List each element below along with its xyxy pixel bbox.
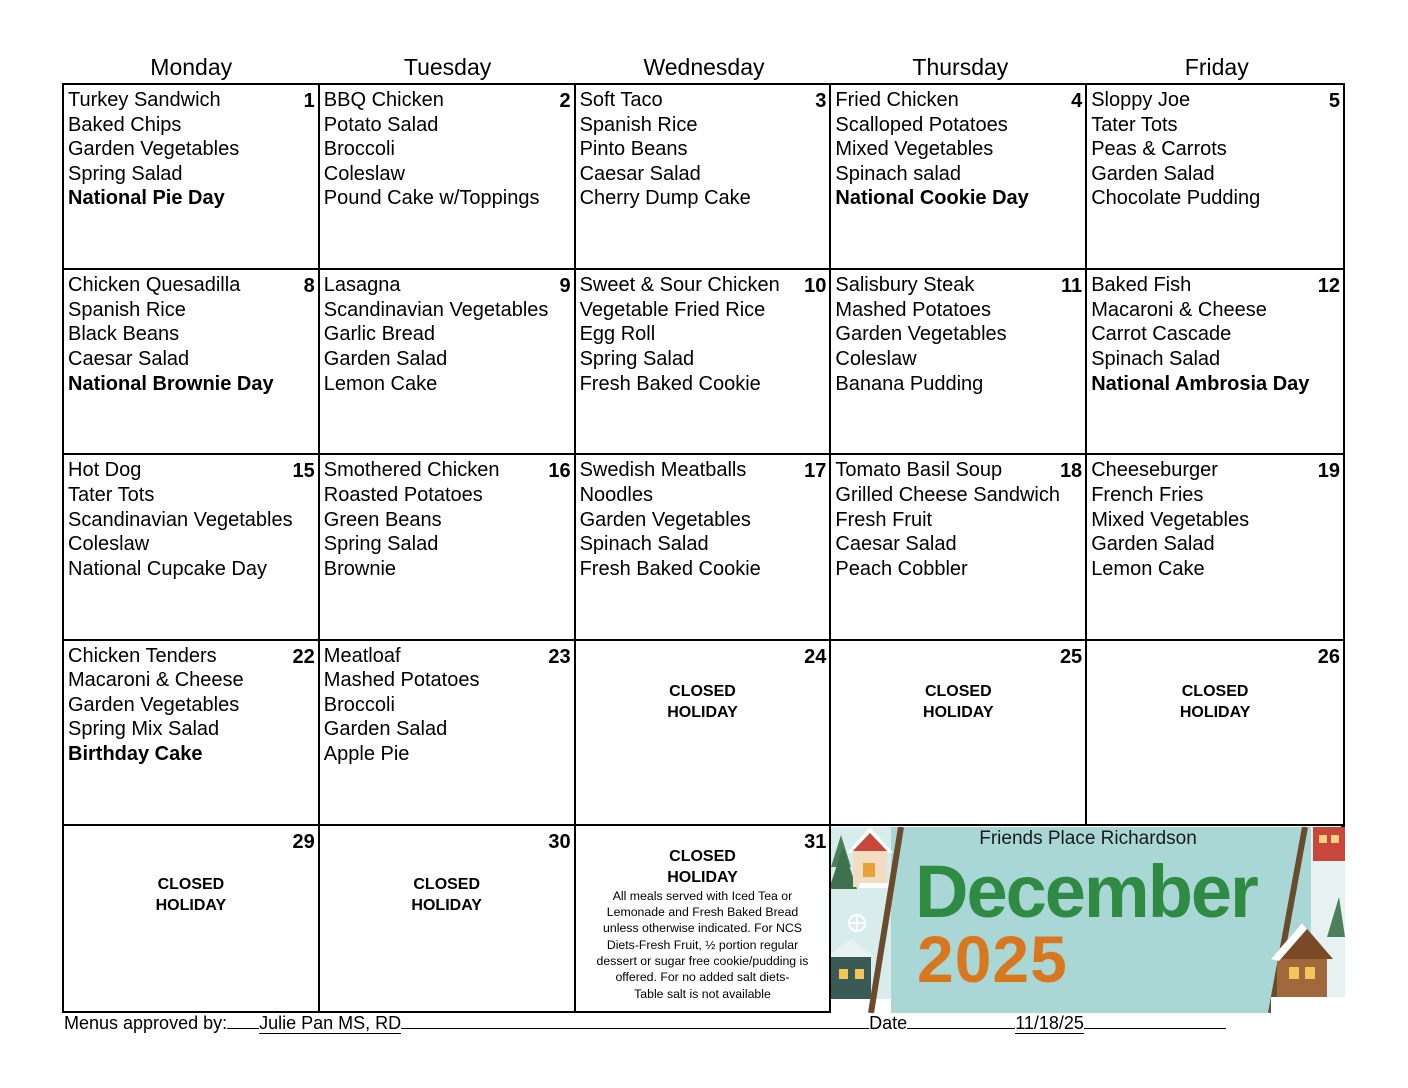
closed-notice (831, 681, 1085, 723)
menu-list (68, 273, 316, 396)
day-cell (320, 826, 576, 1011)
menu-item: Black Beans (68, 323, 180, 346)
menu-list (324, 458, 572, 581)
note-line: dessert or sugar free cookie/pudding is (596, 953, 809, 968)
menu-item: Carrot Cascade (1091, 323, 1232, 346)
day-number: 1 (303, 90, 315, 112)
menu-item: Baked Chips (68, 113, 182, 136)
day-cell (831, 85, 1087, 270)
menu-item: Mixed Vegetables (835, 138, 994, 161)
menu-item: BBQ Chicken (323, 89, 444, 111)
approval-date: 11/18/25 (1015, 1013, 1084, 1033)
menu-item: Caesar Salad (68, 347, 190, 370)
menu-item: Swedish Meatballs (579, 459, 747, 482)
menu-item: Pinto Beans (579, 138, 688, 161)
menu-item: Egg Roll (579, 323, 656, 346)
menu-item: Coleslaw (835, 347, 917, 370)
day-number: 24 (804, 645, 827, 668)
day-cell (64, 826, 320, 1011)
menu-item: Coleslaw (68, 533, 150, 556)
menu-item: Spinach Salad (579, 533, 709, 556)
menu-item: Cheeseburger (1091, 459, 1218, 482)
menu-item: Cherry Dump Cake (579, 187, 751, 210)
day-number: 22 (292, 645, 315, 668)
note-line: Diets-Fresh Fruit, ½ portion regular (606, 937, 799, 952)
day-number: 4 (1071, 90, 1083, 112)
day-cell (320, 455, 576, 640)
menu-item: Fresh Baked Cookie (579, 372, 761, 395)
menu-item: Spring Mix Salad (68, 718, 220, 741)
note-line: offered. For no added salt diets- (615, 970, 790, 985)
menu-item: Spring Salad (323, 533, 439, 556)
menu-list (580, 88, 828, 211)
day-cell (320, 641, 576, 826)
menu-item: Mashed Potatoes (835, 298, 992, 321)
menu-item: Meatloaf (323, 644, 401, 667)
special-day-label: Birthday Cake (68, 742, 203, 765)
menu-item: Garden Vegetables (579, 508, 751, 531)
weekday-header: Monday (150, 54, 233, 80)
menu-item: Chicken Quesadilla (68, 274, 241, 297)
closed-notice (320, 874, 574, 916)
menu-item: Sloppy Joe (1091, 89, 1191, 111)
menu-item: Spring Salad (68, 162, 183, 185)
day-number: 31 (804, 830, 827, 853)
menu-item: Scalloped Potatoes (835, 113, 1008, 136)
special-day-label: National Pie Day (68, 187, 225, 210)
menu-item: Caesar Salad (835, 533, 957, 556)
menu-list (68, 88, 316, 211)
menu-item: Chocolate Pudding (1091, 187, 1261, 210)
menu-item: Lasagna (323, 274, 401, 297)
day-cell (1087, 85, 1343, 270)
menu-item: French Fries (1091, 483, 1204, 506)
closed-notice-line: HOLIDAY (411, 896, 482, 914)
date-label: Date (869, 1013, 908, 1033)
menu-item: Garden Vegetables (68, 138, 240, 161)
menu-item: Tomato Basil Soup (835, 459, 1003, 482)
date-line (1084, 1028, 1226, 1029)
menu-item: Fresh Baked Cookie (579, 557, 761, 580)
menu-item: Garlic Bread (323, 323, 435, 346)
menu-item: Scandinavian Vegetables (68, 508, 293, 531)
menu-item: Fried Chicken (835, 89, 959, 111)
weekday-header: Wednesday (643, 54, 765, 80)
signature-line (401, 1028, 869, 1029)
day-cell (64, 85, 320, 270)
menu-item: Sweet & Sour Chicken (579, 274, 780, 297)
menu-item: Salisbury Steak (835, 274, 975, 297)
menu-item: Scandinavian Vegetables (323, 298, 549, 321)
menu-item: Lemon Cake (1091, 557, 1205, 580)
menu-item: Banana Pudding (835, 372, 984, 395)
menu-item: Mixed Vegetables (1091, 508, 1250, 531)
note-line: Lemonade and Fresh Baked Bread (606, 905, 799, 920)
menu-item: Spanish Rice (68, 298, 186, 321)
menu-list (835, 88, 1083, 211)
note-line: All meals served with Iced Tea or (612, 888, 793, 903)
menu-item: Lemon Cake (323, 372, 438, 395)
menu-item: Fresh Fruit (835, 508, 933, 531)
approver-name: Julie Pan MS, RD (259, 1013, 402, 1033)
menu-list (835, 458, 1083, 581)
day-cell (576, 641, 832, 826)
closed-notice-line: HOLIDAY (667, 868, 738, 886)
day-number: 3 (815, 90, 827, 112)
special-day-label: National Brownie Day (68, 372, 274, 395)
special-day-label: National Cookie Day (835, 187, 1029, 210)
menu-item: Potato Salad (323, 113, 439, 136)
menu-list (835, 273, 1083, 396)
year-title: 2025 (917, 922, 1068, 996)
closed-notice-line: HOLIDAY (923, 703, 994, 721)
menu-item: Garden Salad (1091, 533, 1215, 556)
menu-item: Broccoli (323, 138, 395, 161)
menu-item: Roasted Potatoes (323, 483, 483, 506)
date-line-lead (907, 1028, 1015, 1029)
day-number: 10 (804, 275, 827, 298)
day-cell (64, 455, 320, 640)
day-cell (64, 270, 320, 455)
menu-list (580, 458, 828, 581)
day-number: 25 (1059, 645, 1083, 668)
day-cell (576, 85, 832, 270)
menu-item: National Cupcake Day (68, 557, 267, 580)
menu-list (1091, 88, 1341, 211)
menu-item: Tater Tots (68, 483, 155, 506)
weekday-header: Thursday (912, 54, 1009, 80)
menu-item: Vegetable Fried Rice (579, 298, 766, 321)
day-number: 17 (804, 460, 827, 483)
meal-service-note (580, 888, 826, 1002)
closed-notice (576, 681, 830, 723)
day-number: 26 (1317, 645, 1340, 668)
day-number: 19 (1317, 460, 1340, 483)
approved-by-label: Menus approved by: (64, 1013, 228, 1033)
menu-list (324, 644, 572, 767)
closed-notice-line: HOLIDAY (155, 896, 227, 914)
menu-item: Spanish Rice (579, 113, 698, 136)
approval-footer (64, 1012, 1364, 1036)
menu-list (580, 273, 828, 396)
menu-list (68, 644, 316, 767)
menu-item: Spring Salad (579, 347, 695, 370)
menu-item: Green Beans (323, 508, 442, 531)
menu-item: Garden Salad (323, 718, 448, 741)
closed-notice-line: CLOSED (669, 682, 736, 700)
menu-list (1091, 458, 1341, 581)
closed-notice-line: CLOSED (924, 682, 992, 700)
day-number: 5 (1328, 90, 1340, 112)
day-cell (320, 270, 576, 455)
note-line: unless otherwise indicated. For NCS (603, 921, 802, 936)
day-cell (831, 641, 1087, 826)
closed-notice-line: CLOSED (1181, 682, 1249, 700)
menu-list (324, 88, 572, 211)
signature-line-lead (227, 1028, 259, 1029)
closed-notice-line: HOLIDAY (1179, 703, 1251, 721)
special-day-label: National Ambrosia Day (1091, 372, 1310, 395)
day-number: 23 (548, 645, 571, 668)
menu-item: Apple Pie (323, 742, 410, 765)
day-cell (1087, 270, 1343, 455)
menu-item: Noodles (579, 483, 653, 506)
day-cell (1087, 641, 1343, 826)
menu-item: Pound Cake w/Toppings (323, 187, 540, 210)
closed-notice-line: CLOSED (157, 875, 225, 893)
day-cell (576, 455, 832, 640)
menu-item: Smothered Chicken (323, 459, 500, 482)
day-number: 18 (1059, 460, 1083, 483)
menu-item: Grilled Cheese Sandwich (835, 483, 1060, 506)
menu-item: Spinach Salad (1091, 347, 1221, 370)
day-cell (576, 826, 832, 1011)
venue-name: Friends Place Richardson (979, 828, 1197, 849)
menu-list (324, 273, 572, 396)
closed-notice (64, 874, 318, 916)
day-number: 12 (1317, 275, 1340, 298)
day-number: 2 (559, 90, 571, 112)
menu-item: Spinach salad (835, 162, 962, 185)
day-cell (831, 455, 1087, 640)
day-number: 11 (1061, 275, 1083, 298)
menu-item: Macaroni & Cheese (68, 669, 244, 692)
closed-notice-line: CLOSED (413, 875, 481, 893)
menu-item: Tater Tots (1091, 113, 1178, 136)
menu-item: Peas & Carrots (1091, 138, 1227, 161)
menu-item: Garden Salad (1091, 162, 1215, 185)
menu-item: Soft Taco (579, 89, 663, 111)
day-cell (64, 641, 320, 826)
menu-item: Peach Cobbler (835, 557, 968, 580)
menu-item: Garden Vegetables (68, 693, 240, 716)
closed-notice (576, 846, 830, 888)
closed-notice-line: CLOSED (669, 847, 736, 865)
month-banner (831, 827, 1345, 1013)
weekday-header: Tuesday (403, 54, 492, 80)
menu-item: Chicken Tenders (68, 644, 217, 667)
closed-notice (1087, 681, 1343, 723)
day-number: 16 (548, 460, 571, 483)
menu-item: Brownie (323, 557, 397, 580)
menu-item: Mashed Potatoes (323, 669, 480, 692)
day-cell (1087, 455, 1343, 640)
day-number: 29 (292, 830, 315, 853)
menu-item: Baked Fish (1091, 274, 1192, 297)
menu-item: Garden Salad (323, 347, 448, 370)
menu-item: Hot Dog (68, 459, 142, 482)
weekday-header-row (63, 52, 1345, 82)
day-number: 30 (548, 830, 571, 853)
closed-notice-line: HOLIDAY (667, 703, 738, 721)
day-number: 9 (559, 275, 571, 298)
day-cell (831, 270, 1087, 455)
menu-item: Turkey Sandwich (68, 89, 221, 111)
day-cell (320, 85, 576, 270)
menu-item: Macaroni & Cheese (1091, 298, 1267, 321)
menu-list (68, 458, 316, 581)
menu-list (1091, 273, 1341, 396)
day-cell (576, 270, 832, 455)
menu-item: Caesar Salad (579, 162, 701, 185)
menu-item: Coleslaw (323, 162, 405, 185)
month-title: December (915, 850, 1257, 933)
day-number: 8 (303, 275, 315, 298)
day-number: 15 (292, 460, 315, 483)
menu-item: Garden Vegetables (835, 323, 1007, 346)
menu-item: Broccoli (323, 693, 395, 716)
weekday-header: Friday (1184, 54, 1249, 80)
note-line: Table salt is not available (634, 986, 771, 1001)
